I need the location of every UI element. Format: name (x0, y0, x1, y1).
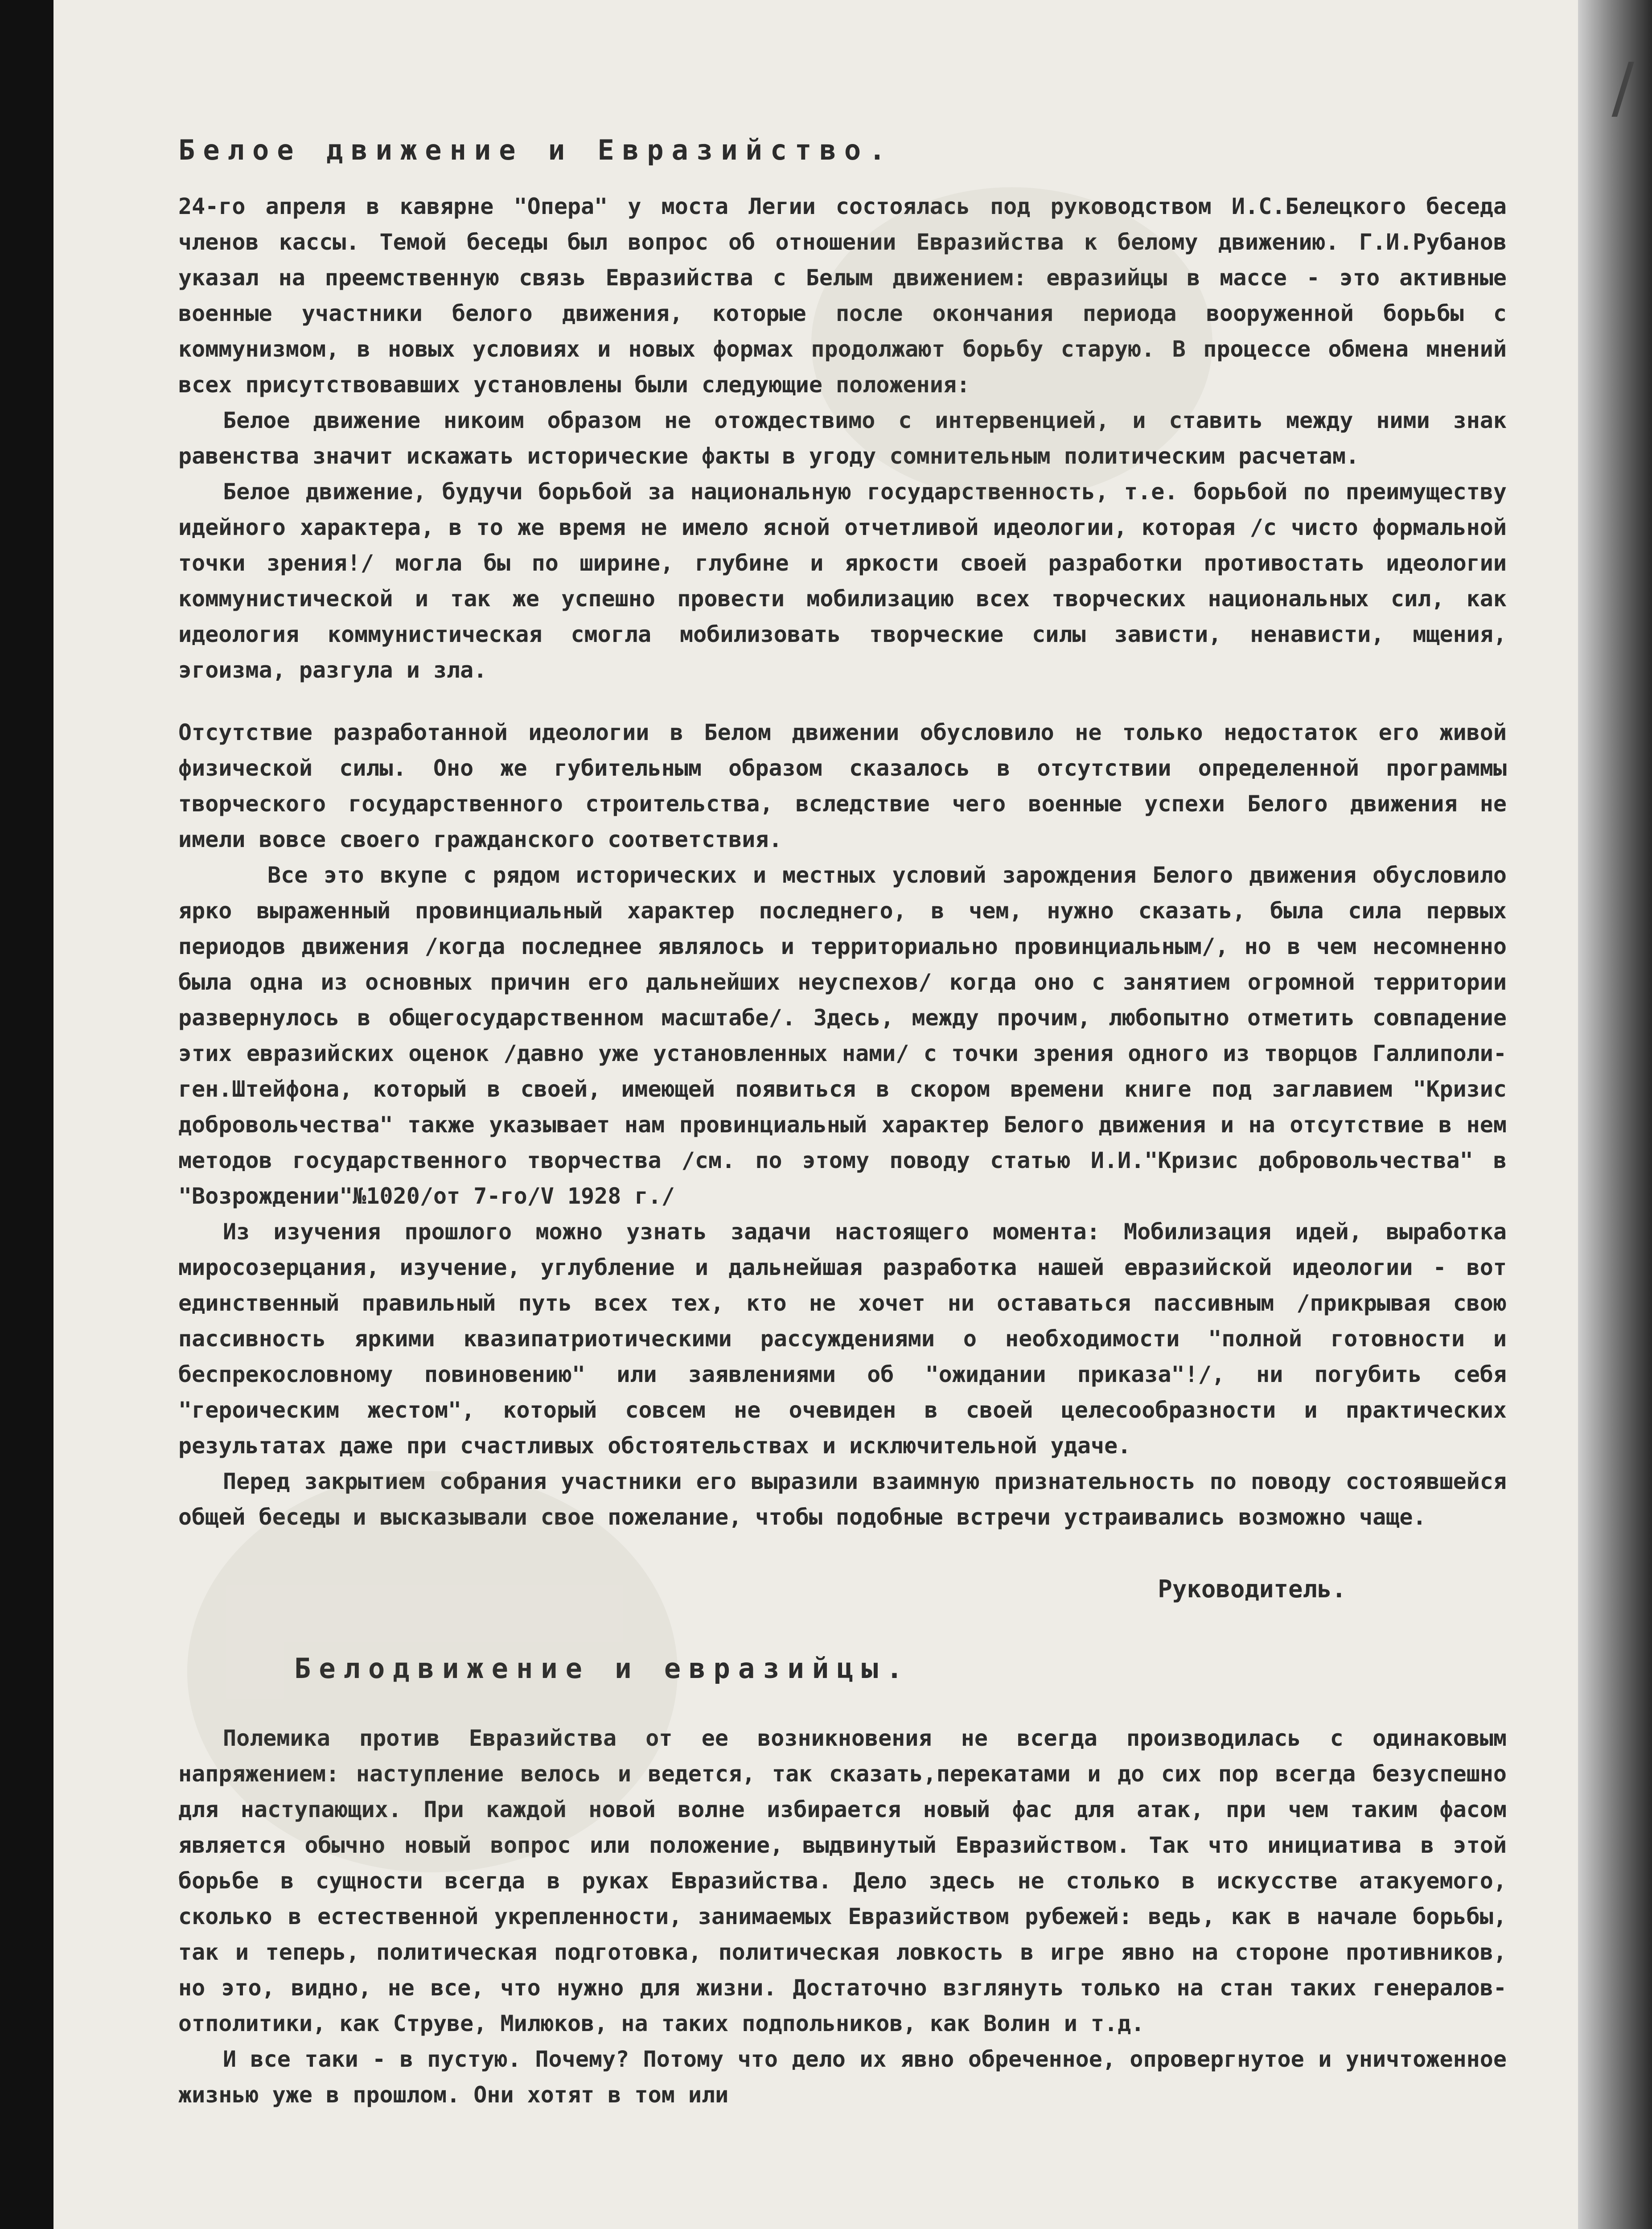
paragraph: Все это вкупе с рядом исторических и местных условий зарождения Белого движения обусловило ярко выраженный провинциальный характер последнего, в чем, нужно сказать, была сила первых периодов движения /когда последнее являлось и территориально провинциальным/, но в чем несомненно была одна из основных причин его дальнейших неуспехов/ когда оно с занятием огромной территории развернулось в общегосударственном масштабе/. Здесь, между прочим, любопытно отметить совпадение этих евразийских оценок /давно уже установленных нами/ с точки зрения одного из творцов Галлиполи-ген.Штейфона, который в своей, имеющей появиться в скором времени книге под заглавием "Кризис добровольчества" также указывает нам провинциальный характер Белого движения и на отсутствие в нем методов государственного творчества /см. по этому поводу статью И.И."Кризис добровольчества" в "Возрождении"№1020/от 7-го/V 1928 г./ (178, 862, 1507, 1209)
document-page (53, 0, 1578, 2229)
paragraph: 24-го апреля в кавярне "Опера" у моста Легии состоялась под руководством И.С.Белецкого беседа членов кассы. Темой беседы был вопрос об отношении Евразийства к белому движению. Г.И.Рубанов указал на преемственную связь Евразийства с Белым движением: евразийцы в массе - это активные военные участники белого движения, которые после окончания периода вооруженной борьбы с коммунизмом, в новых условиях и новых формах продолжают борьбу старую. В процессе обмена мнений всех присутствовавших установлены были следующие положения: (178, 193, 1507, 398)
paragraph: Полемика против Евразийства от ее возникновения не всегда производилась с одинаковым напряжением: наступление велось и ведется, так сказать,перекатами и до сих пор всегда безуспешно для наступающих. При каждой новой волне избирается новый фас для атак, при чем таким фасом является обычно новый вопрос или положение, выдвинутый Евразийством. Так что инициатива в этой борьбе в сущности всегда в руках Евразийства. Дело здесь не столько в искусстве атакуемого, сколько в естественной укрепленности, занимаемых Евразийством рубежей: ведь, как в начале борьбы, так и теперь, политическая подготовка, политическая ловкость в игре явно на стороне противников, но это, видно, не все, что нужно для жизни. Достаточно взглянуть только на стан таких генералов-отполитики, как Струве, Милюков, на таких подпольников, как Волин и т.д. (178, 1725, 1507, 2036)
film-edge-left (0, 0, 53, 2229)
paragraph: Перед закрытием собрания участники его выразили взаимную признательность по поводу состоявшейся общей беседы и высказывали свое пожелание, чтобы подобные встречи устраивались возможно чаще. (178, 1468, 1507, 1530)
paragraph: Из изучения прошлого можно узнать задачи настоящего момента: Мобилизация идей, выработка миросозерцания, изучение, углубление и дальнейшая разработка нашей евразийской идеологии - вот единственный правильный путь всех тех, кто не хочет ни оставаться пассивным /прикрывая свою пассивность яркими квазипатриотическими рассуждениями о необходимости "полной готовности и беспрекословному повиновению" или заявлениями об "ожидании приказа"!/, ни погубить себя "героическим жестом", который совсем не очевиден в своей целесообразности и практических результатах даже при счастливых обстоятельствах и исключительной удаче. (178, 1219, 1507, 1459)
signature: Руководитель. (1158, 1575, 1346, 1603)
paragraph: Белое движение, будучи борьбой за национальную государственность, т.е. борьбой по преимуществу идейного характера, в то же время не имело ясной отчетливой идеологии, которая /с чисто формальной точки зрения!/ могла бы по ширине, глубине и яркости своей разработки противостать идеологии коммунистической и так же успешно провести мобилизацию всех творческих национальных сил, как идеология коммунистическая смогла мобилизовать творческие силы зависти, ненависти, мщения, эгоизма, разгула и зла. (178, 479, 1507, 683)
page-mark: / (1611, 49, 1634, 127)
document-heading: Белое движение и Евразийство. (178, 134, 894, 166)
document-heading: Белодвижение и евразийцы. (294, 1652, 911, 1685)
film-edge-right (1578, 0, 1652, 2229)
paragraph: Белое движение никоим образом не отождествимо с интервенцией, и ставить между ними знак равенства значит искажать исторические факты в угоду сомнительным политическим расчетам. (178, 407, 1507, 469)
paragraph: Отсутствие разработанной идеологии в Белом движении обусловило не только недостаток его живой физической силы. Оно же губительным образом сказалось в отсутствии определенной программы творческого государственного строительства, вследствие чего военные успехи Белого движения не имели вовсе своего гражданского соответствия. (178, 720, 1507, 852)
paragraph: И все таки - в пустую. Почему? Потому что дело их явно обреченное, опровергнутое и уничтоженное жизнью уже в прошлом. Они хотят в том или (178, 2046, 1507, 2108)
